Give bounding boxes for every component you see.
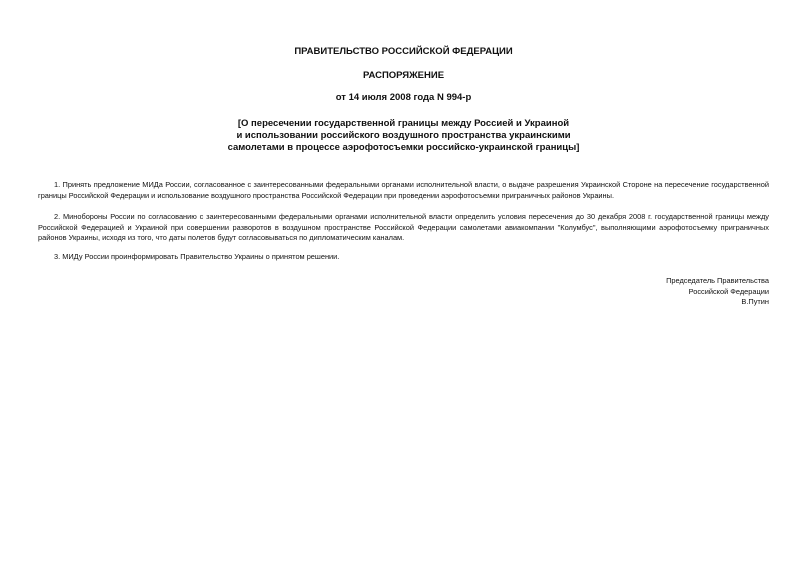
date-number-heading: от 14 июля 2008 года N 994-р	[335, 92, 472, 103]
document-type-heading: РАСПОРЯЖЕНИЕ	[362, 70, 445, 81]
signature-block	[666, 276, 769, 308]
paragraph-3: 3. МИДу России проинформировать Правительство Украины о принятом решении.	[54, 252, 340, 262]
paragraph-2: 2. Минобороны России по согласованию с заинтересованными федеральными органами исполнительной власти определить условия пересечения до 30 декабря 2008 г. государственной границы между Российской Федерацией и Украиной при совершении разворотов в воздушном пространстве Российской Федерации самолетами авиакомпании "Колумбус", выполняющими аэрофотосъемку приграничных районов Украины, исходя из того, что даты полетов будут согласовываться по дипломатическим каналам.	[38, 212, 769, 243]
paragraph-1: 1. Принять предложение МИДа России, согласованное с заинтересованными федеральными органами исполнительной власти, о выдаче разрешения Украинской Стороне на пересечение государственной границы Российской Федерации и использование воздушного пространства Российской Федерации при проведении аэрофотосъемки приграничных районов Украины.	[38, 180, 769, 200]
signature-organization: Российской Федерации	[688, 286, 769, 296]
subject-line: самолетами в процессе аэрофотосъемки российско-украинской границы]	[227, 142, 580, 153]
subject-line: [О пересечении государственной границы между Россией и Украиной	[237, 118, 570, 129]
subject-line: и использовании российского воздушного пространства украинскими	[236, 130, 571, 141]
government-heading: ПРАВИТЕЛЬСТВО РОССИЙСКОЙ ФЕДЕРАЦИИ	[294, 46, 513, 57]
document-subject	[0, 118, 807, 154]
signature-title: Председатель Правительства	[666, 276, 769, 285]
signature-name: В.Путин	[741, 297, 769, 306]
